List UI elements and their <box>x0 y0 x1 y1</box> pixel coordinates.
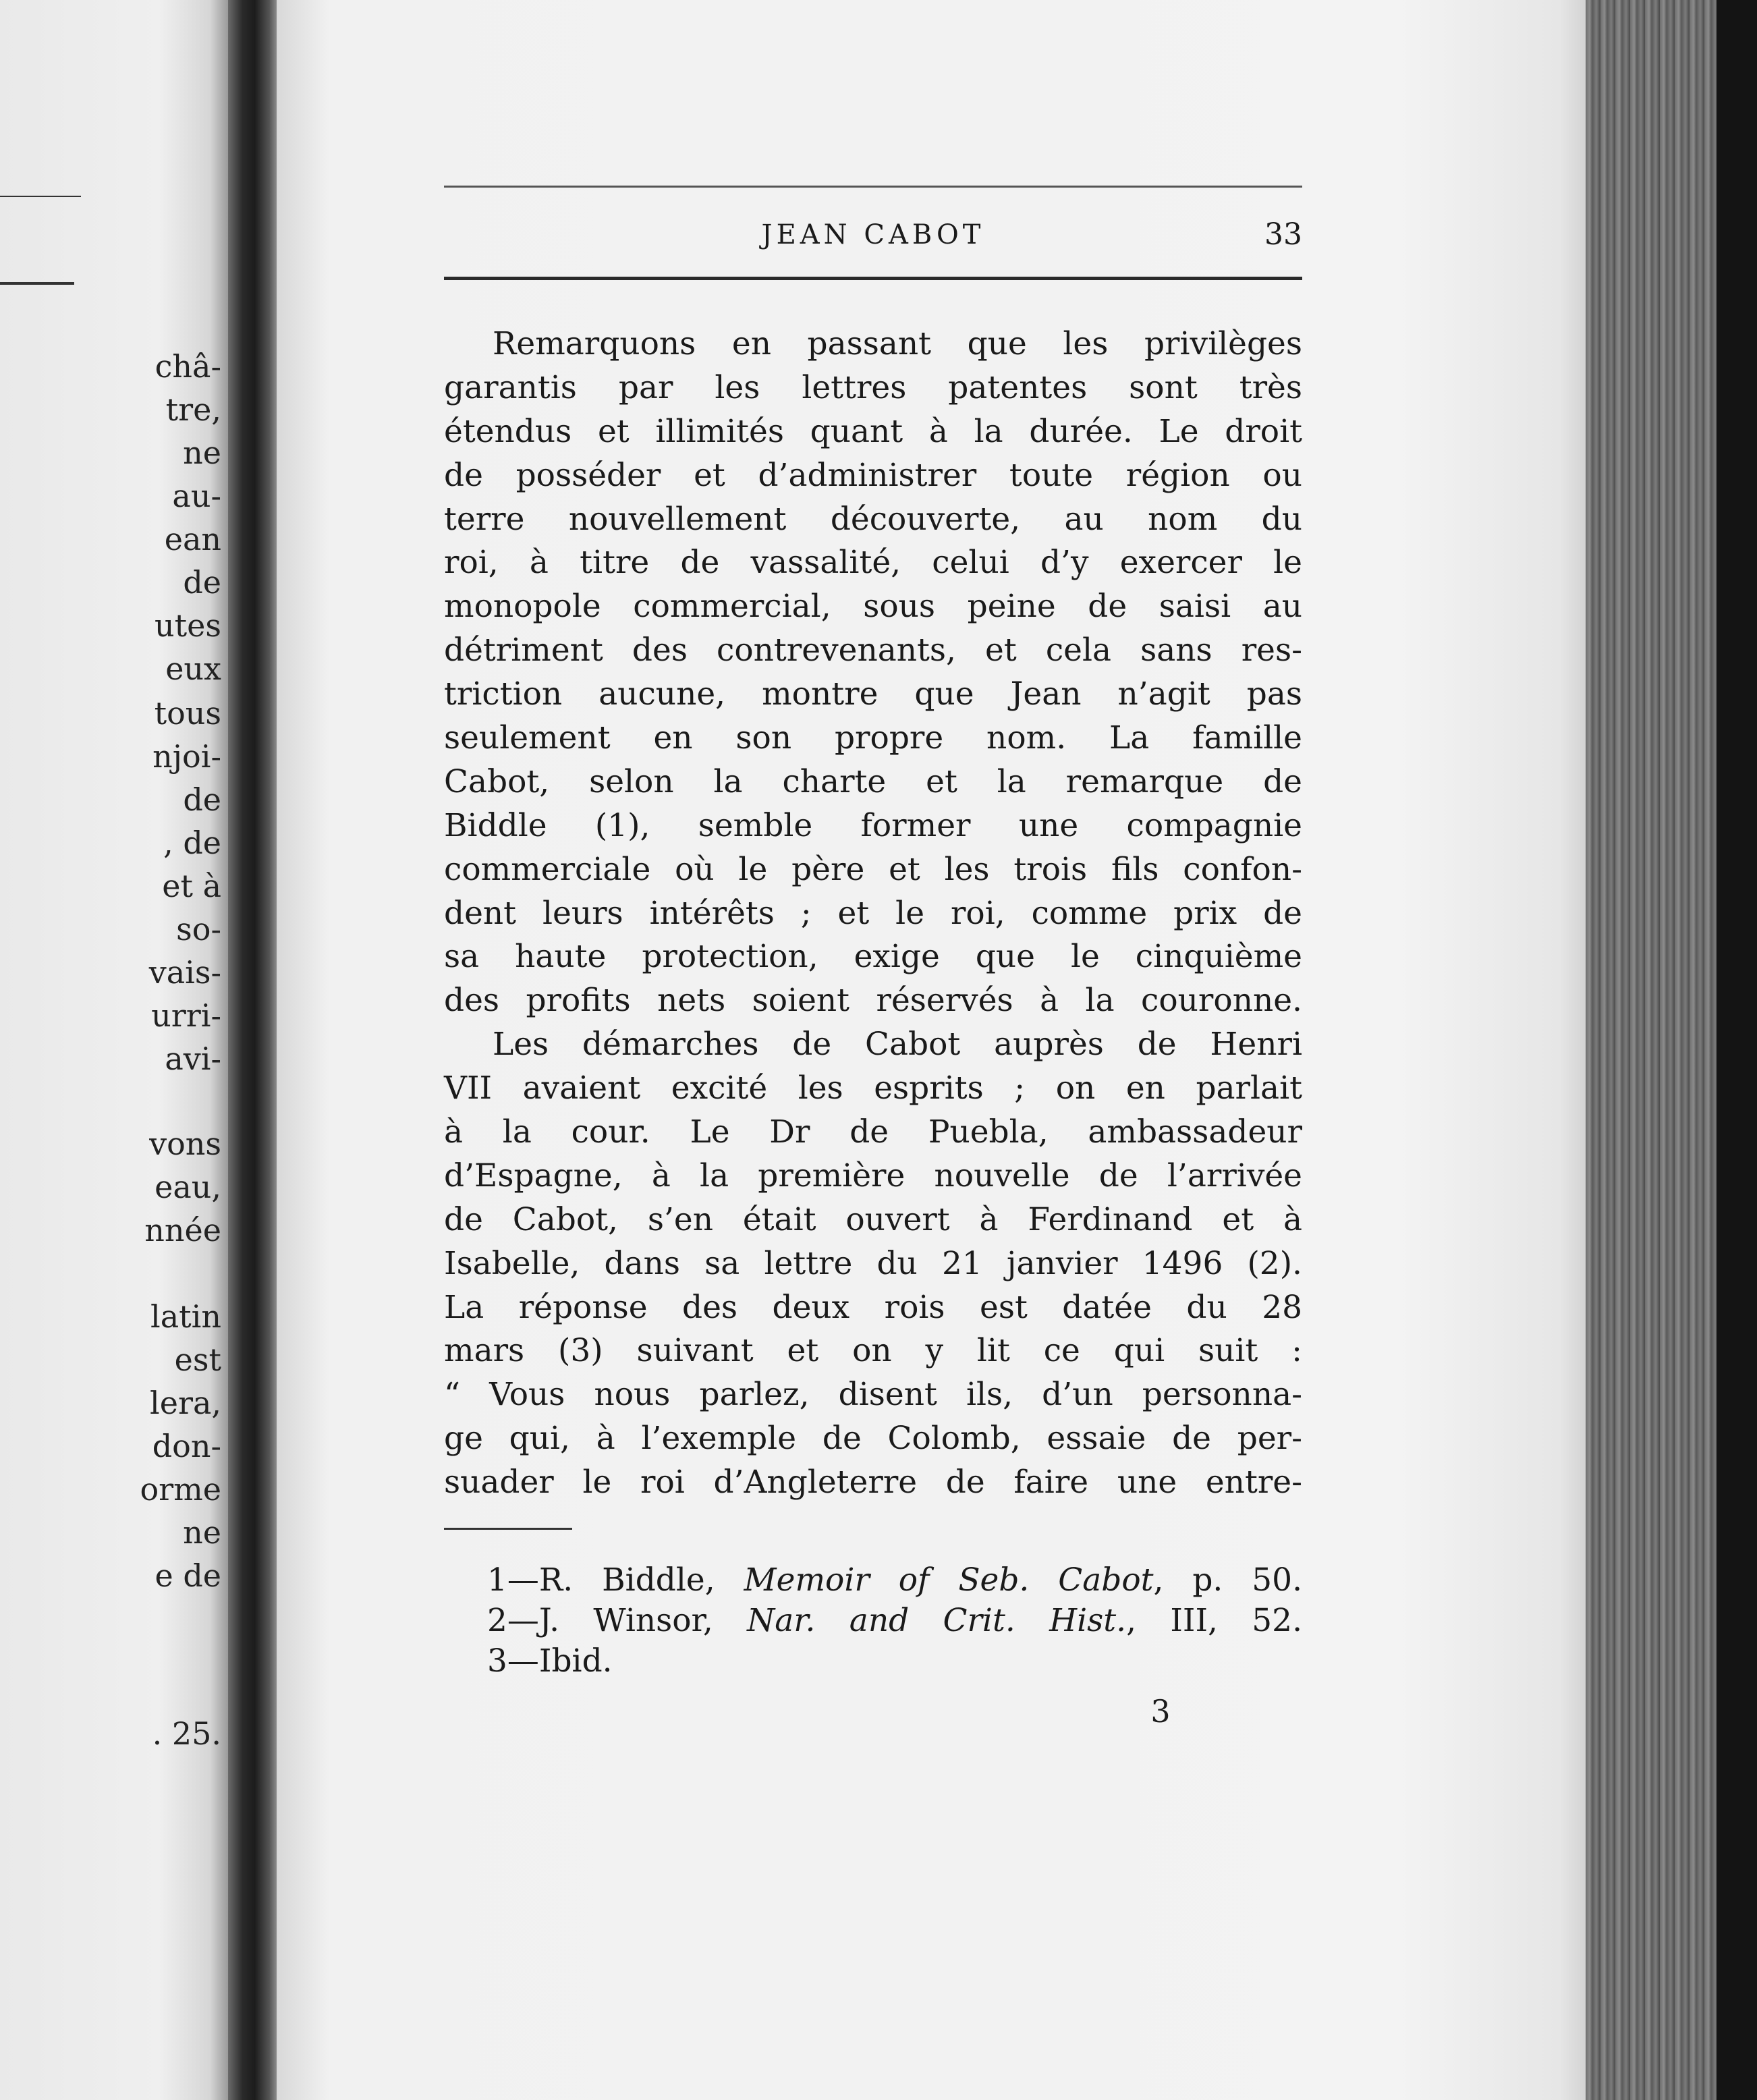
footnote-rule <box>444 1528 572 1530</box>
left-page-fragment: orme <box>140 1471 221 1508</box>
left-page-fragment: au- <box>172 478 221 514</box>
book-gutter <box>228 0 277 2100</box>
header-underline-rule <box>444 277 1302 280</box>
footnotes <box>487 1560 1302 1682</box>
footnote-reference: , III, 52. <box>1126 1602 1303 1639</box>
left-page-fragment: et à <box>162 868 221 904</box>
left-page-fragment: utes <box>155 607 221 644</box>
footnote-text: 3—Ibid. <box>487 1642 613 1680</box>
text-line: détriment des contrevenants, et cela sans res- <box>444 632 1302 669</box>
left-page-fragment: de <box>183 781 221 818</box>
text-line: Cabot, selon la charte et la remarque de <box>444 763 1302 800</box>
signature-mark: 3 <box>1150 1693 1171 1730</box>
left-page-fragment: ne <box>183 435 221 471</box>
footnote-text: 2—J. Winsor, <box>487 1602 748 1639</box>
text-line: à la cour. Le Dr de Puebla, ambassadeur <box>444 1113 1302 1151</box>
text-line: sa haute protection, exige que le cinquième <box>444 938 1302 976</box>
left-page-fragment: ean <box>164 521 221 557</box>
left-page-fragment: don- <box>152 1428 221 1464</box>
left-page-fragment: vais- <box>148 954 221 991</box>
left-page-fragment: avi- <box>165 1041 221 1077</box>
footnote <box>487 1641 1302 1682</box>
text-line: seulement en son propre nom. La famille <box>444 719 1302 757</box>
page-edges <box>1586 0 1757 2100</box>
left-page-fragment: tous <box>154 695 221 731</box>
left-page-fragment: so- <box>176 911 221 947</box>
text-line: roi, à titre de vassalité, celui d’y exercer le <box>444 544 1302 582</box>
footnote-reference: , p. 50. <box>1153 1562 1303 1599</box>
text-line: “ Vous nous parlez, disent ils, d’un personna- <box>444 1376 1302 1414</box>
left-header-underline <box>0 282 74 285</box>
footnote-title: Nar. and Crit. Hist. <box>747 1602 1127 1639</box>
left-page-fragment: , de <box>163 825 221 861</box>
text-line: Isabelle, dans sa lettre du 21 janvier 1496 (2). <box>444 1244 1302 1282</box>
text-line: de posséder et d’administrer toute région ou <box>444 456 1302 494</box>
text-line: mars (3) suivant et on y lit ce qui suit : <box>444 1332 1302 1370</box>
left-page-fragment: njoi- <box>152 738 221 775</box>
text-line: VII avaient excité les esprits ; on en parlait <box>444 1070 1302 1107</box>
text-line: d’Espagne, à la première nouvelle de l’arrivée <box>444 1157 1302 1194</box>
left-page-fragment: tre, <box>165 391 221 428</box>
footnote-text: 1—R. Biddle, <box>487 1562 744 1599</box>
left-page-fragment: latin <box>150 1298 221 1335</box>
left-page-fragment: lera, <box>150 1385 221 1421</box>
left-page-fragment: eux <box>165 651 221 687</box>
left-page-fragment: de <box>183 564 221 601</box>
text-line: commerciale où le père et les trois fils confon- <box>444 850 1302 888</box>
left-page <box>0 0 228 2100</box>
page-number: 33 <box>1264 217 1302 252</box>
header-top-rule <box>444 186 1302 188</box>
left-page-fragment: eau, <box>155 1169 221 1205</box>
left-page-fragment: . 25. <box>152 1715 221 1752</box>
running-head <box>444 215 1302 255</box>
text-line: ge qui, à l’exemple de Colomb, essaie de per- <box>444 1420 1302 1458</box>
left-page-fragment: vons <box>149 1126 221 1162</box>
footnote <box>487 1560 1302 1601</box>
text-line: garantis par les lettres patentes sont très <box>444 368 1302 406</box>
text-line: des profits nets soient réservés à la couronne. <box>444 982 1302 1020</box>
left-page-fragment: est <box>174 1342 221 1378</box>
footnote <box>487 1601 1302 1641</box>
running-title: JEAN CABOT <box>761 219 985 250</box>
body-text <box>444 323 1302 1505</box>
footnote-title: Memoir of Seb. Cabot <box>744 1562 1154 1599</box>
left-page-fragment: e de <box>155 1557 221 1594</box>
text-line: La réponse des deux rois est datée du 28 <box>444 1288 1302 1326</box>
left-page-fragment: ne <box>183 1514 221 1551</box>
left-page-fragment: urri- <box>151 997 221 1034</box>
text-line: monopole commercial, sous peine de saisi au <box>444 588 1302 626</box>
text-line: suader le roi d’Angleterre de faire une entre- <box>444 1464 1302 1501</box>
text-line: étendus et illimités quant à la durée. Le droit <box>444 412 1302 450</box>
left-header-rule <box>0 196 81 197</box>
text-line: terre nouvellement découverte, au nom du <box>444 500 1302 538</box>
text-line: Biddle (1), semble former une compagnie <box>444 806 1302 844</box>
text-line: dent leurs intérêts ; et le roi, comme prix de <box>444 894 1302 932</box>
left-page-fragment: nnée <box>144 1212 221 1248</box>
text-line: triction aucune, montre que Jean n’agit pas <box>444 675 1302 713</box>
left-page-fragment: châ- <box>155 348 221 385</box>
text-line: Les démarches de Cabot auprès de Henri <box>493 1026 1302 1063</box>
text-line: de Cabot, s’en était ouvert à Ferdinand et à <box>444 1200 1302 1238</box>
text-line: Remarquons en passant que les privilèges <box>493 325 1302 362</box>
